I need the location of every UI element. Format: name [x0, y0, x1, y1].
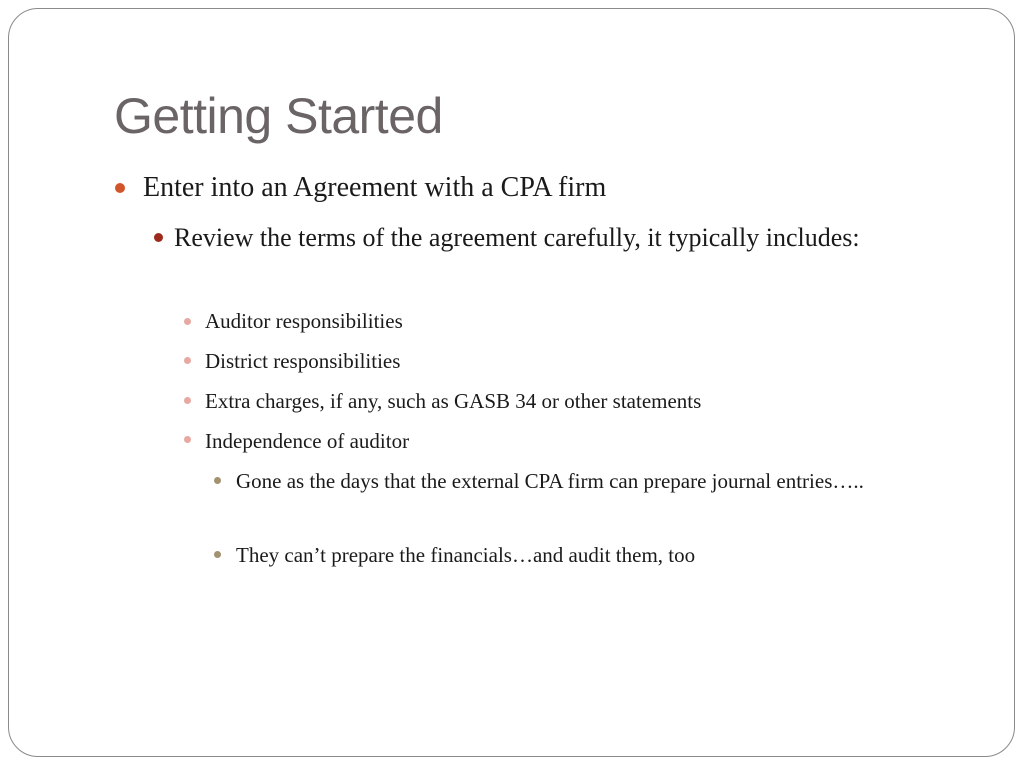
- slide-title: Getting Started: [114, 88, 443, 144]
- bullet-dot-level2: [154, 233, 163, 242]
- bullet-journal-entries: Gone as the days that the external CPA firm can prepare journal entries…..: [236, 469, 864, 493]
- bullet-dot-level4: [214, 551, 221, 558]
- bullet-auditor-responsibilities: Auditor responsibilities: [205, 309, 403, 333]
- bullet-financials: They can’t prepare the financials…and audit them, too: [236, 543, 696, 567]
- bullet-agreement: Enter into an Agreement with a CPA firm: [143, 172, 607, 203]
- bullet-dot-level3: [184, 318, 191, 325]
- bullet-review-terms: Review the terms of the agreement carefully, it typically includes:: [174, 223, 860, 252]
- bullet-independence: Independence of auditor: [205, 429, 410, 453]
- bullet-dot-level4: [214, 477, 221, 484]
- bullet-dot-level1: [115, 183, 125, 193]
- bullet-extra-charges: Extra charges, if any, such as GASB 34 or other statements: [205, 389, 702, 413]
- bullet-dot-level3: [184, 436, 191, 443]
- bullet-dot-level3: [184, 397, 191, 404]
- bullet-district-responsibilities: District responsibilities: [205, 349, 401, 373]
- bullet-dot-level3: [184, 357, 191, 364]
